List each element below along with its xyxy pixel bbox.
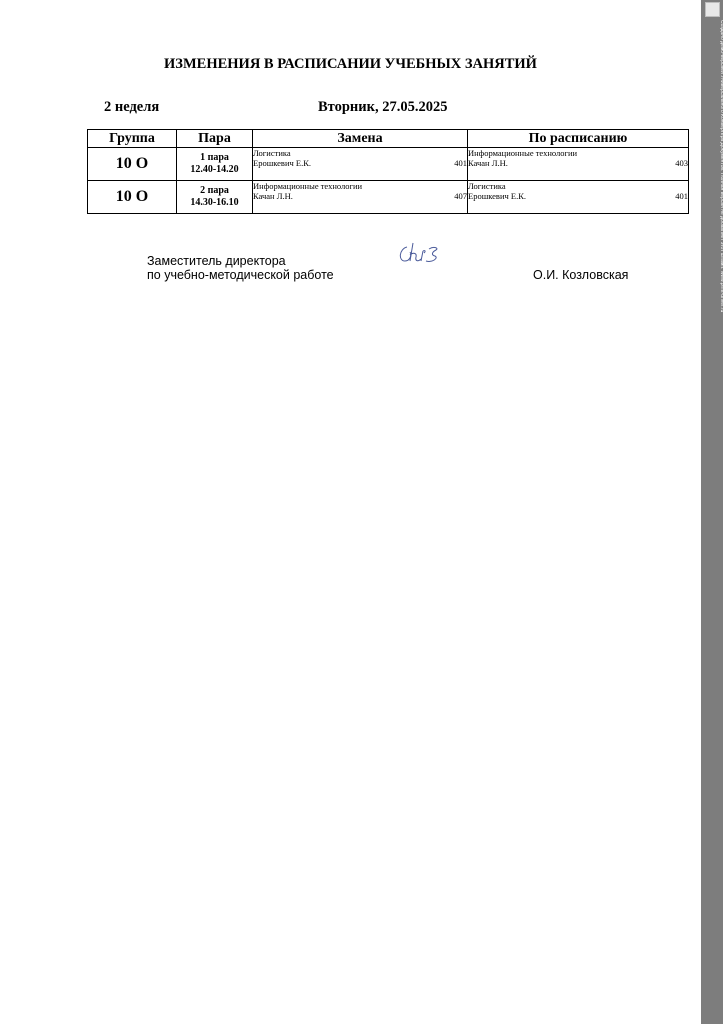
table-header-row [88,130,689,148]
signatory-title-line1: Заместитель директора [147,254,286,268]
substitution-cell [253,148,468,181]
subject-name: Информационные технологии [253,181,363,191]
substitution-cell [253,181,468,214]
logo-icon [705,2,720,17]
group-cell: 10 О [88,148,177,181]
pair-number: 2 пара [200,185,229,196]
scheduled-cell [468,148,689,181]
subject-name: Логистика [468,181,506,191]
teacher-name: Качан Л.Н. [468,158,508,168]
document-title: ИЗМЕНЕНИЯ В РАСПИСАНИИ УЧЕБНЫХ ЗАНЯТИЙ [164,56,537,72]
room-number: 401 [675,191,688,201]
scheduled-cell [468,181,689,214]
group-cell: 10 О [88,181,177,214]
pair-number: 1 пара [200,152,229,163]
room-number: 407 [454,191,467,201]
room-number: 403 [675,158,688,168]
handwritten-signature [395,241,443,272]
pair-time: 14.30-16.10 [190,197,239,208]
side-banner-text: Создано демо-версией Универсального Конвертера Документов. Полная версия не добавляет этот штамп. www.print-driver.ru [719,20,725,313]
header-group: Группа [88,130,177,148]
teacher-name: Качан Л.Н. [253,191,293,201]
table-row [88,148,689,181]
teacher-name: Ерошкевич Е.К. [253,158,312,168]
subject-name: Логистика [253,148,291,158]
pair-cell [177,148,253,181]
header-substitution: Замена [253,130,468,148]
subject-name: Информационные технологии [468,148,578,158]
table-row [88,181,689,214]
header-pair: Пара [177,130,253,148]
room-number: 401 [454,158,467,168]
teacher-name: Ерошкевич Е.К. [468,191,527,201]
pair-cell [177,181,253,214]
week-label: 2 неделя [104,99,160,115]
schedule-table [87,129,689,214]
header-scheduled: По расписанию [468,130,689,148]
pair-time: 12.40-14.20 [190,164,239,175]
date-label: Вторник, 27.05.2025 [318,99,448,115]
signatory-title-line2: по учебно-методической работе [147,268,334,282]
signatory-name: О.И. Козловская [533,268,629,282]
